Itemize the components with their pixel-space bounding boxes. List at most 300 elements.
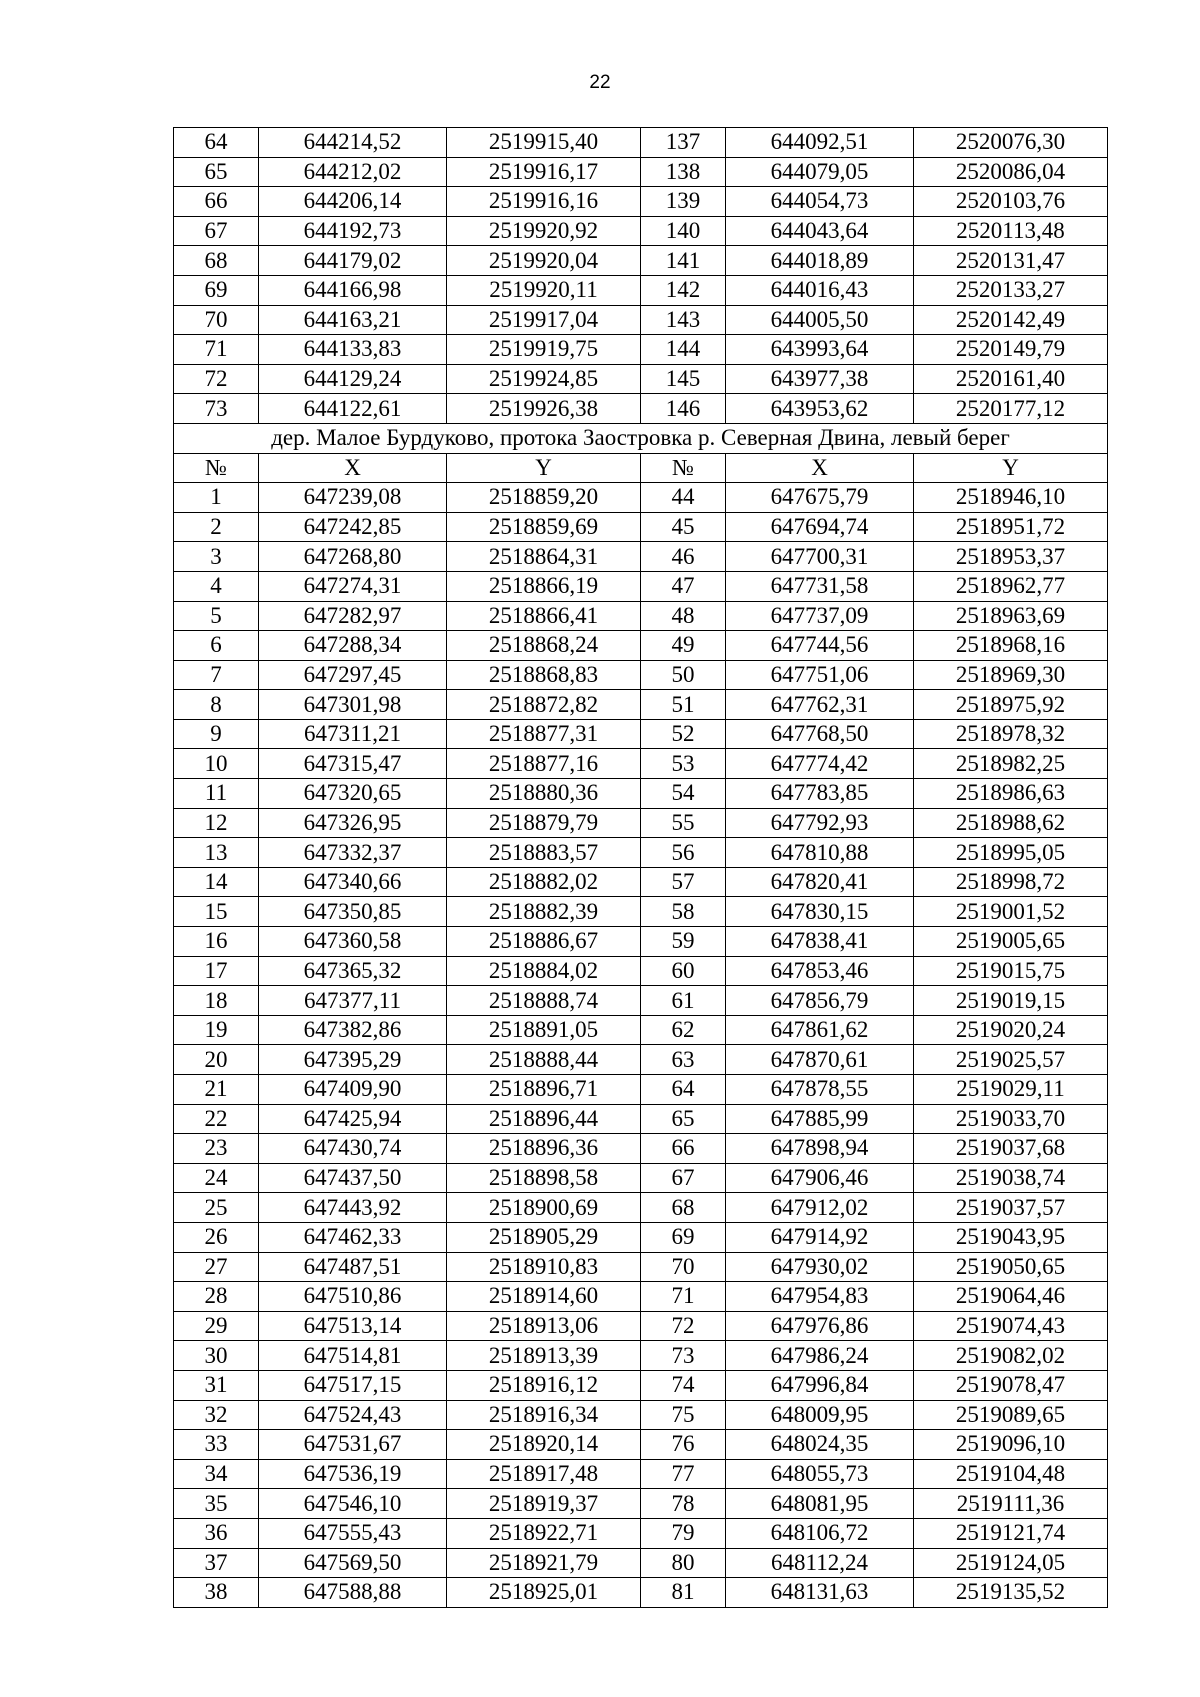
x-right-cell: 647870,61 [726, 1045, 914, 1075]
x-left-cell: 647430,74 [259, 1134, 447, 1164]
x-right-cell: 647820,41 [726, 867, 914, 897]
y-right-cell: 2518962,77 [914, 571, 1108, 601]
x-left-cell: 647288,34 [259, 631, 447, 661]
table-row [174, 1075, 1108, 1105]
x-left-cell: 647320,65 [259, 779, 447, 809]
x-left-cell: 647524,43 [259, 1400, 447, 1430]
point-num-left-cell: 67 [174, 216, 259, 246]
x-right-cell: 648055,73 [726, 1459, 914, 1489]
y-left-cell: 2518919,37 [447, 1489, 641, 1519]
x-left-cell: 647517,15 [259, 1370, 447, 1400]
point-num-right-cell: 59 [641, 927, 726, 957]
y-right-cell: 2519019,15 [914, 986, 1108, 1016]
x-right-cell: 644005,50 [726, 305, 914, 335]
point-num-left-cell: 14 [174, 867, 259, 897]
y-left-cell: 2518883,57 [447, 838, 641, 868]
x-left-cell: 647514,81 [259, 1341, 447, 1371]
x-right-cell: 647838,41 [726, 927, 914, 957]
y-right-cell: 2519082,02 [914, 1341, 1108, 1371]
table-row [174, 1163, 1108, 1193]
point-num-left-cell: 64 [174, 128, 259, 158]
x-right-cell: 648081,95 [726, 1489, 914, 1519]
point-num-right-cell: 66 [641, 1134, 726, 1164]
x-left-cell: 647409,90 [259, 1075, 447, 1105]
x-right-cell: 647912,02 [726, 1193, 914, 1223]
y-left-cell: 2519920,04 [447, 246, 641, 276]
table-row [174, 394, 1108, 424]
y-left-cell: 2519920,92 [447, 216, 641, 246]
table-row [174, 1252, 1108, 1282]
table-row [174, 719, 1108, 749]
table-row [174, 956, 1108, 986]
point-num-right-cell: 79 [641, 1518, 726, 1548]
x-right-cell: 643953,62 [726, 394, 914, 424]
point-num-right-cell: 76 [641, 1430, 726, 1460]
point-num-right-cell: 74 [641, 1370, 726, 1400]
point-num-left-cell: 25 [174, 1193, 259, 1223]
point-num-right-cell: 55 [641, 808, 726, 838]
y-left-cell: 2518916,12 [447, 1370, 641, 1400]
y-right-cell: 2518986,63 [914, 779, 1108, 809]
table-row [174, 483, 1108, 513]
point-num-left-cell: 6 [174, 631, 259, 661]
y-left-cell: 2519920,11 [447, 275, 641, 305]
point-num-left-cell: 17 [174, 956, 259, 986]
x-left-cell: 647268,80 [259, 542, 447, 572]
point-num-right-cell: 68 [641, 1193, 726, 1223]
point-num-left-cell: 19 [174, 1015, 259, 1045]
x-right-cell: 647830,15 [726, 897, 914, 927]
point-num-left-cell: 36 [174, 1518, 259, 1548]
y-right-cell: 2519104,48 [914, 1459, 1108, 1489]
x-right-cell: 648131,63 [726, 1578, 914, 1608]
table-row [174, 275, 1108, 305]
x-right-cell: 647885,99 [726, 1104, 914, 1134]
header-x-left: X [259, 453, 447, 483]
x-right-cell: 647675,79 [726, 483, 914, 513]
x-right-cell: 647731,58 [726, 571, 914, 601]
column-header-row [174, 453, 1108, 483]
table-row [174, 631, 1108, 661]
x-right-cell: 644079,05 [726, 157, 914, 187]
x-right-cell: 647792,93 [726, 808, 914, 838]
x-left-cell: 647326,95 [259, 808, 447, 838]
x-right-cell: 647986,24 [726, 1341, 914, 1371]
point-num-right-cell: 139 [641, 187, 726, 217]
x-right-cell: 647783,85 [726, 779, 914, 809]
y-right-cell: 2519029,11 [914, 1075, 1108, 1105]
y-right-cell: 2520133,27 [914, 275, 1108, 305]
table-row [174, 1015, 1108, 1045]
y-right-cell: 2520177,12 [914, 394, 1108, 424]
x-right-cell: 648112,24 [726, 1548, 914, 1578]
point-num-right-cell: 57 [641, 867, 726, 897]
point-num-right-cell: 71 [641, 1282, 726, 1312]
x-right-cell: 647744,56 [726, 631, 914, 661]
y-left-cell: 2518872,82 [447, 690, 641, 720]
y-right-cell: 2518951,72 [914, 512, 1108, 542]
y-right-cell: 2519050,65 [914, 1252, 1108, 1282]
point-num-right-cell: 60 [641, 956, 726, 986]
y-left-cell: 2519916,16 [447, 187, 641, 217]
point-num-left-cell: 30 [174, 1341, 259, 1371]
header-y-right: Y [914, 453, 1108, 483]
table-row [174, 1548, 1108, 1578]
x-right-cell: 647737,09 [726, 601, 914, 631]
x-right-cell: 644043,64 [726, 216, 914, 246]
point-num-left-cell: 21 [174, 1075, 259, 1105]
table-row [174, 335, 1108, 365]
point-num-right-cell: 137 [641, 128, 726, 158]
y-right-cell: 2519135,52 [914, 1578, 1108, 1608]
y-left-cell: 2518859,69 [447, 512, 641, 542]
point-num-left-cell: 13 [174, 838, 259, 868]
x-left-cell: 647340,66 [259, 867, 447, 897]
x-left-cell: 647569,50 [259, 1548, 447, 1578]
point-num-right-cell: 62 [641, 1015, 726, 1045]
header-x-right: X [726, 453, 914, 483]
y-left-cell: 2518920,14 [447, 1430, 641, 1460]
y-left-cell: 2518905,29 [447, 1222, 641, 1252]
y-left-cell: 2519919,75 [447, 335, 641, 365]
x-right-cell: 647700,31 [726, 542, 914, 572]
table-row [174, 1518, 1108, 1548]
x-right-cell: 647954,83 [726, 1282, 914, 1312]
section-title: дер. Малое Бурдуково, протока Заостровка р. Северная Двина, левый берег [174, 423, 1108, 453]
page-number: 22 [589, 72, 611, 93]
y-right-cell: 2519005,65 [914, 927, 1108, 957]
y-right-cell: 2519096,10 [914, 1430, 1108, 1460]
table-row [174, 128, 1108, 158]
point-num-right-cell: 56 [641, 838, 726, 868]
x-left-cell: 647282,97 [259, 601, 447, 631]
table-row [174, 808, 1108, 838]
y-right-cell: 2518946,10 [914, 483, 1108, 513]
table-row [174, 1489, 1108, 1519]
point-num-left-cell: 38 [174, 1578, 259, 1608]
x-right-cell: 647914,92 [726, 1222, 914, 1252]
table-row [174, 305, 1108, 335]
x-right-cell: 647906,46 [726, 1163, 914, 1193]
x-right-cell: 647694,74 [726, 512, 914, 542]
point-num-left-cell: 9 [174, 719, 259, 749]
x-right-cell: 644092,51 [726, 128, 914, 158]
point-num-left-cell: 28 [174, 1282, 259, 1312]
x-left-cell: 647487,51 [259, 1252, 447, 1282]
table-row [174, 660, 1108, 690]
y-right-cell: 2520142,49 [914, 305, 1108, 335]
point-num-left-cell: 69 [174, 275, 259, 305]
x-right-cell: 648009,95 [726, 1400, 914, 1430]
y-left-cell: 2518864,31 [447, 542, 641, 572]
point-num-left-cell: 31 [174, 1370, 259, 1400]
point-num-left-cell: 65 [174, 157, 259, 187]
point-num-right-cell: 138 [641, 157, 726, 187]
point-num-right-cell: 143 [641, 305, 726, 335]
y-right-cell: 2518968,16 [914, 631, 1108, 661]
point-num-right-cell: 63 [641, 1045, 726, 1075]
table-row [174, 897, 1108, 927]
table-row [174, 1045, 1108, 1075]
x-left-cell: 647462,33 [259, 1222, 447, 1252]
y-right-cell: 2520161,40 [914, 364, 1108, 394]
y-left-cell: 2518917,48 [447, 1459, 641, 1489]
table-row [174, 216, 1108, 246]
point-num-right-cell: 61 [641, 986, 726, 1016]
x-left-cell: 644166,98 [259, 275, 447, 305]
y-left-cell: 2518910,83 [447, 1252, 641, 1282]
point-num-left-cell: 72 [174, 364, 259, 394]
table-row [174, 1193, 1108, 1223]
x-left-cell: 647536,19 [259, 1459, 447, 1489]
table-row [174, 838, 1108, 868]
point-num-right-cell: 48 [641, 601, 726, 631]
y-left-cell: 2518884,02 [447, 956, 641, 986]
y-left-cell: 2518914,60 [447, 1282, 641, 1312]
point-num-right-cell: 69 [641, 1222, 726, 1252]
y-left-cell: 2518859,20 [447, 483, 641, 513]
point-num-left-cell: 7 [174, 660, 259, 690]
y-right-cell: 2518963,69 [914, 601, 1108, 631]
point-num-right-cell: 141 [641, 246, 726, 276]
table-row [174, 187, 1108, 217]
table-row [174, 1370, 1108, 1400]
table-row [174, 601, 1108, 631]
x-left-cell: 647588,88 [259, 1578, 447, 1608]
y-right-cell: 2518975,92 [914, 690, 1108, 720]
point-num-left-cell: 8 [174, 690, 259, 720]
point-num-right-cell: 50 [641, 660, 726, 690]
y-right-cell: 2518969,30 [914, 660, 1108, 690]
point-num-left-cell: 73 [174, 394, 259, 424]
y-left-cell: 2518913,39 [447, 1341, 641, 1371]
y-left-cell: 2518879,79 [447, 808, 641, 838]
point-num-right-cell: 70 [641, 1252, 726, 1282]
y-left-cell: 2518900,69 [447, 1193, 641, 1223]
bottom-rows-body [174, 483, 1108, 1608]
x-left-cell: 647513,14 [259, 1311, 447, 1341]
point-num-right-cell: 73 [641, 1341, 726, 1371]
y-right-cell: 2519033,70 [914, 1104, 1108, 1134]
y-right-cell: 2520086,04 [914, 157, 1108, 187]
point-num-left-cell: 24 [174, 1163, 259, 1193]
table-row [174, 1430, 1108, 1460]
x-left-cell: 647546,10 [259, 1489, 447, 1519]
point-num-left-cell: 27 [174, 1252, 259, 1282]
x-left-cell: 647510,86 [259, 1282, 447, 1312]
x-right-cell: 647751,06 [726, 660, 914, 690]
point-num-left-cell: 4 [174, 571, 259, 601]
table-row [174, 512, 1108, 542]
point-num-right-cell: 80 [641, 1548, 726, 1578]
x-left-cell: 647555,43 [259, 1518, 447, 1548]
x-left-cell: 647274,31 [259, 571, 447, 601]
point-num-left-cell: 15 [174, 897, 259, 927]
y-left-cell: 2519924,85 [447, 364, 641, 394]
x-left-cell: 647437,50 [259, 1163, 447, 1193]
y-left-cell: 2518922,71 [447, 1518, 641, 1548]
y-right-cell: 2519001,52 [914, 897, 1108, 927]
x-right-cell: 647856,79 [726, 986, 914, 1016]
table-row [174, 749, 1108, 779]
point-num-left-cell: 70 [174, 305, 259, 335]
point-num-right-cell: 145 [641, 364, 726, 394]
point-num-right-cell: 46 [641, 542, 726, 572]
table-row [174, 364, 1108, 394]
x-right-cell: 647930,02 [726, 1252, 914, 1282]
y-left-cell: 2518877,16 [447, 749, 641, 779]
x-left-cell: 647377,11 [259, 986, 447, 1016]
coordinates-table [173, 127, 1108, 1608]
point-num-right-cell: 53 [641, 749, 726, 779]
point-num-right-cell: 77 [641, 1459, 726, 1489]
point-num-left-cell: 32 [174, 1400, 259, 1430]
x-right-cell: 648024,35 [726, 1430, 914, 1460]
y-left-cell: 2519916,17 [447, 157, 641, 187]
y-left-cell: 2518886,67 [447, 927, 641, 957]
y-left-cell: 2518898,58 [447, 1163, 641, 1193]
point-num-right-cell: 51 [641, 690, 726, 720]
y-left-cell: 2518913,06 [447, 1311, 641, 1341]
point-num-left-cell: 10 [174, 749, 259, 779]
point-num-left-cell: 20 [174, 1045, 259, 1075]
y-right-cell: 2519074,43 [914, 1311, 1108, 1341]
x-left-cell: 647531,67 [259, 1430, 447, 1460]
x-left-cell: 647297,45 [259, 660, 447, 690]
x-left-cell: 644129,24 [259, 364, 447, 394]
y-left-cell: 2518891,05 [447, 1015, 641, 1045]
y-right-cell: 2518995,05 [914, 838, 1108, 868]
x-left-cell: 647443,92 [259, 1193, 447, 1223]
x-right-cell: 647768,50 [726, 719, 914, 749]
y-right-cell: 2520076,30 [914, 128, 1108, 158]
y-left-cell: 2518925,01 [447, 1578, 641, 1608]
y-left-cell: 2518921,79 [447, 1548, 641, 1578]
x-right-cell: 647810,88 [726, 838, 914, 868]
x-left-cell: 647365,32 [259, 956, 447, 986]
x-left-cell: 647350,85 [259, 897, 447, 927]
point-num-left-cell: 16 [174, 927, 259, 957]
point-num-left-cell: 35 [174, 1489, 259, 1519]
header-y-left: Y [447, 453, 641, 483]
point-num-left-cell: 11 [174, 779, 259, 809]
x-right-cell: 648106,72 [726, 1518, 914, 1548]
table-row [174, 157, 1108, 187]
y-right-cell: 2519038,74 [914, 1163, 1108, 1193]
point-num-right-cell: 140 [641, 216, 726, 246]
y-right-cell: 2519111,36 [914, 1489, 1108, 1519]
point-num-right-cell: 65 [641, 1104, 726, 1134]
point-num-right-cell: 58 [641, 897, 726, 927]
x-right-cell: 647976,86 [726, 1311, 914, 1341]
point-num-left-cell: 33 [174, 1430, 259, 1460]
point-num-left-cell: 68 [174, 246, 259, 276]
x-right-cell: 647996,84 [726, 1370, 914, 1400]
y-left-cell: 2518916,34 [447, 1400, 641, 1430]
point-num-right-cell: 72 [641, 1311, 726, 1341]
y-right-cell: 2519037,57 [914, 1193, 1108, 1223]
table-row [174, 1341, 1108, 1371]
y-right-cell: 2519043,95 [914, 1222, 1108, 1252]
table-row [174, 779, 1108, 809]
y-right-cell: 2518998,72 [914, 867, 1108, 897]
y-right-cell: 2519064,46 [914, 1282, 1108, 1312]
table-row [174, 542, 1108, 572]
y-right-cell: 2520131,47 [914, 246, 1108, 276]
x-left-cell: 644179,02 [259, 246, 447, 276]
point-num-left-cell: 66 [174, 187, 259, 217]
x-right-cell: 643977,38 [726, 364, 914, 394]
point-num-right-cell: 45 [641, 512, 726, 542]
y-right-cell: 2519089,65 [914, 1400, 1108, 1430]
x-right-cell: 647878,55 [726, 1075, 914, 1105]
y-right-cell: 2519020,24 [914, 1015, 1108, 1045]
x-right-cell: 644018,89 [726, 246, 914, 276]
point-num-left-cell: 2 [174, 512, 259, 542]
point-num-left-cell: 22 [174, 1104, 259, 1134]
y-right-cell: 2518953,37 [914, 542, 1108, 572]
y-right-cell: 2518978,32 [914, 719, 1108, 749]
table-row [174, 1459, 1108, 1489]
point-num-left-cell: 1 [174, 483, 259, 513]
x-right-cell: 643993,64 [726, 335, 914, 365]
x-right-cell: 647774,42 [726, 749, 914, 779]
section-title-row [174, 423, 1108, 453]
point-num-right-cell: 81 [641, 1578, 726, 1608]
y-right-cell: 2519015,75 [914, 956, 1108, 986]
point-num-right-cell: 67 [641, 1163, 726, 1193]
y-left-cell: 2518882,02 [447, 867, 641, 897]
table-row [174, 690, 1108, 720]
point-num-left-cell: 26 [174, 1222, 259, 1252]
x-left-cell: 647239,08 [259, 483, 447, 513]
x-left-cell: 644212,02 [259, 157, 447, 187]
y-right-cell: 2519037,68 [914, 1134, 1108, 1164]
point-num-right-cell: 54 [641, 779, 726, 809]
point-num-left-cell: 23 [174, 1134, 259, 1164]
y-right-cell: 2518988,62 [914, 808, 1108, 838]
y-left-cell: 2518866,41 [447, 601, 641, 631]
x-left-cell: 644192,73 [259, 216, 447, 246]
x-right-cell: 647853,46 [726, 956, 914, 986]
x-left-cell: 647315,47 [259, 749, 447, 779]
x-left-cell: 644214,52 [259, 128, 447, 158]
y-left-cell: 2518880,36 [447, 779, 641, 809]
x-left-cell: 647395,29 [259, 1045, 447, 1075]
x-right-cell: 644016,43 [726, 275, 914, 305]
y-left-cell: 2518866,19 [447, 571, 641, 601]
table-row [174, 1578, 1108, 1608]
table-row [174, 1400, 1108, 1430]
point-num-right-cell: 44 [641, 483, 726, 513]
y-right-cell: 2520113,48 [914, 216, 1108, 246]
y-left-cell: 2518888,74 [447, 986, 641, 1016]
table-row [174, 1311, 1108, 1341]
x-left-cell: 644122,61 [259, 394, 447, 424]
y-left-cell: 2518868,83 [447, 660, 641, 690]
header-num-left: № [174, 453, 259, 483]
y-right-cell: 2520103,76 [914, 187, 1108, 217]
x-left-cell: 647311,21 [259, 719, 447, 749]
point-num-right-cell: 142 [641, 275, 726, 305]
point-num-right-cell: 75 [641, 1400, 726, 1430]
x-left-cell: 647360,58 [259, 927, 447, 957]
point-num-right-cell: 49 [641, 631, 726, 661]
point-num-right-cell: 64 [641, 1075, 726, 1105]
point-num-left-cell: 34 [174, 1459, 259, 1489]
point-num-right-cell: 144 [641, 335, 726, 365]
table-row [174, 986, 1108, 1016]
